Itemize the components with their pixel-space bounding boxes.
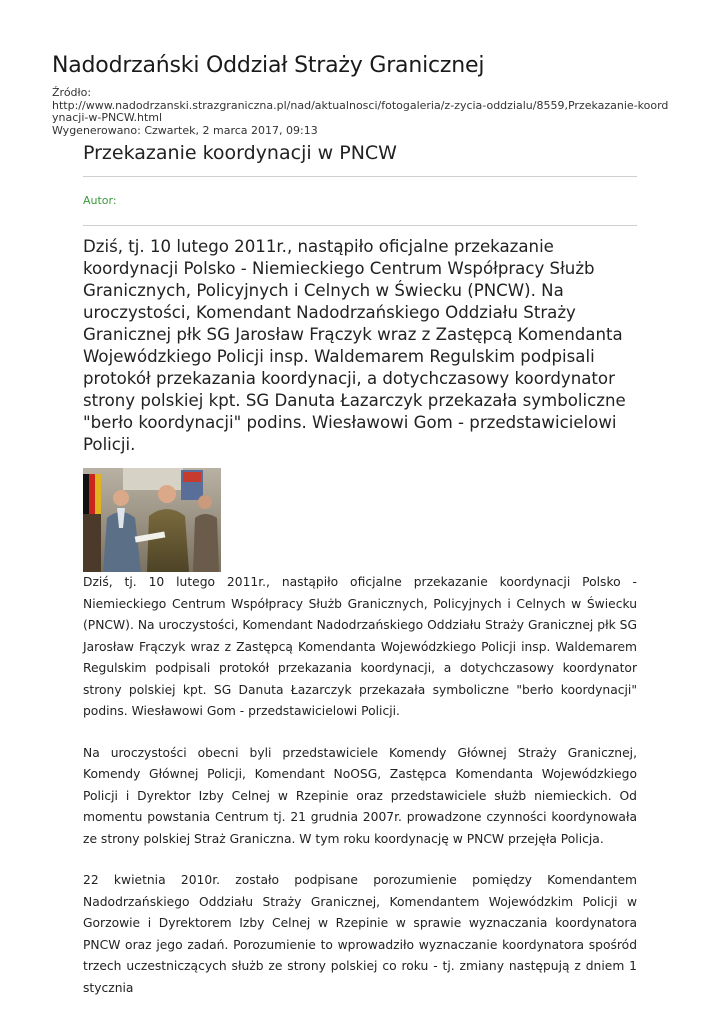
site-title: Nadodrzański Oddział Straży Granicznej (52, 53, 485, 78)
source-label: Źródło: (52, 86, 92, 99)
divider (83, 225, 637, 226)
article-paragraph: Dziś, tj. 10 lutego 2011r., nastąpiło oficjalne przekazanie koordynacji Polsko - Niemieckiego Centrum Współpracy Służb Granicznych, Policyjnych i Celnych w Świecku (PNCW). Na uroczystości, Komendant Nadodrzańskiego Oddziału Straży Granicznej płk SG Jarosław Frączyk wraz z Zastępcą Komendanta Wojewódzkiego Policji insp. Waldemarem Regulskim podpisali protokół przekazania koordynacji, a dotychczasowy koordynator strony polskiej kpt. SG Danuta Łazarczyk przekazała symboliczne "berło koordynacji" podins. Wiesławowi Gom - przedstawicielowi Policji. (83, 575, 637, 718)
article (83, 140, 637, 999)
article-lead: Dziś, tj. 10 lutego 2011r., nastąpiło oficjalne przekazanie koordynacji Polsko - Niemieckiego Centrum Współpracy Służb Granicznych, Policyjnych i Celnych w Świecku (PNCW). Na uroczystości, Komendant Nadodrzańskiego Oddziału Straży Granicznej płk SG Jarosław Frączyk wraz z Zastępcą Komendanta Wojewódzkiego Policji insp. Waldemarem Regulskim podpisali protokół przekazania koordynacji, a dotychczasowy koordynator strony polskiej kpt. SG Danuta Łazarczyk przekazała symboliczne "berło koordynacji" podins. Wiesławowi Gom - przedstawicielowi Policji. (83, 237, 626, 454)
source-url[interactable]: http://www.nadodrzanski.strazgraniczna.pl/nad/aktualnosci/fotogaleria/z-zycia-oddzialu/8559,Przekazanie-koordynacji-w-PNCW.html (52, 98, 669, 124)
document-meta (52, 87, 672, 137)
author-label: Autor: (83, 194, 117, 207)
generated-timestamp: Wygenerowano: Czwartek, 2 marca 2017, 09:13 (52, 123, 318, 137)
author-row (83, 177, 637, 225)
article-paragraph: 22 kwietnia 2010r. zostało podpisane porozumienie pomiędzy Komendantem Nadodrzańskiego Oddziału Straży Granicznej, Komendantem Wojewódzkim Policji w Gorzowie i Dyrektorem Izby Celnej w Rzepinie w sprawie wyznaczania koordynatora PNCW oraz jego zadań. Porozumienie to wprowadziło wyznaczanie koordynatora spośród trzech uczestniczących służb ze strony polskiej co roku - tj. zmiany następują z dniem 1 stycznia (83, 873, 637, 995)
article-paragraph: Na uroczystości obecni byli przedstawiciele Komendy Głównej Straży Granicznej, Komendy Głównej Policji, Komendant NoOSG, Zastępca Komendanta Wojewódzkiego Policji i Dyrektor Izby Celnej w Rzepinie oraz przedstawiciele służb niemieckich. Od momentu powstania Centrum tj. 21 grudnia 2007r. prowadzone czynności koordynowała ze strony polskiej Straż Graniczna. W tym roku koordynację w PNCW przejęła Policja. (83, 745, 637, 846)
photo-icon[interactable] (83, 468, 221, 572)
article-title: Przekazanie koordynacji w PNCW (83, 142, 397, 164)
